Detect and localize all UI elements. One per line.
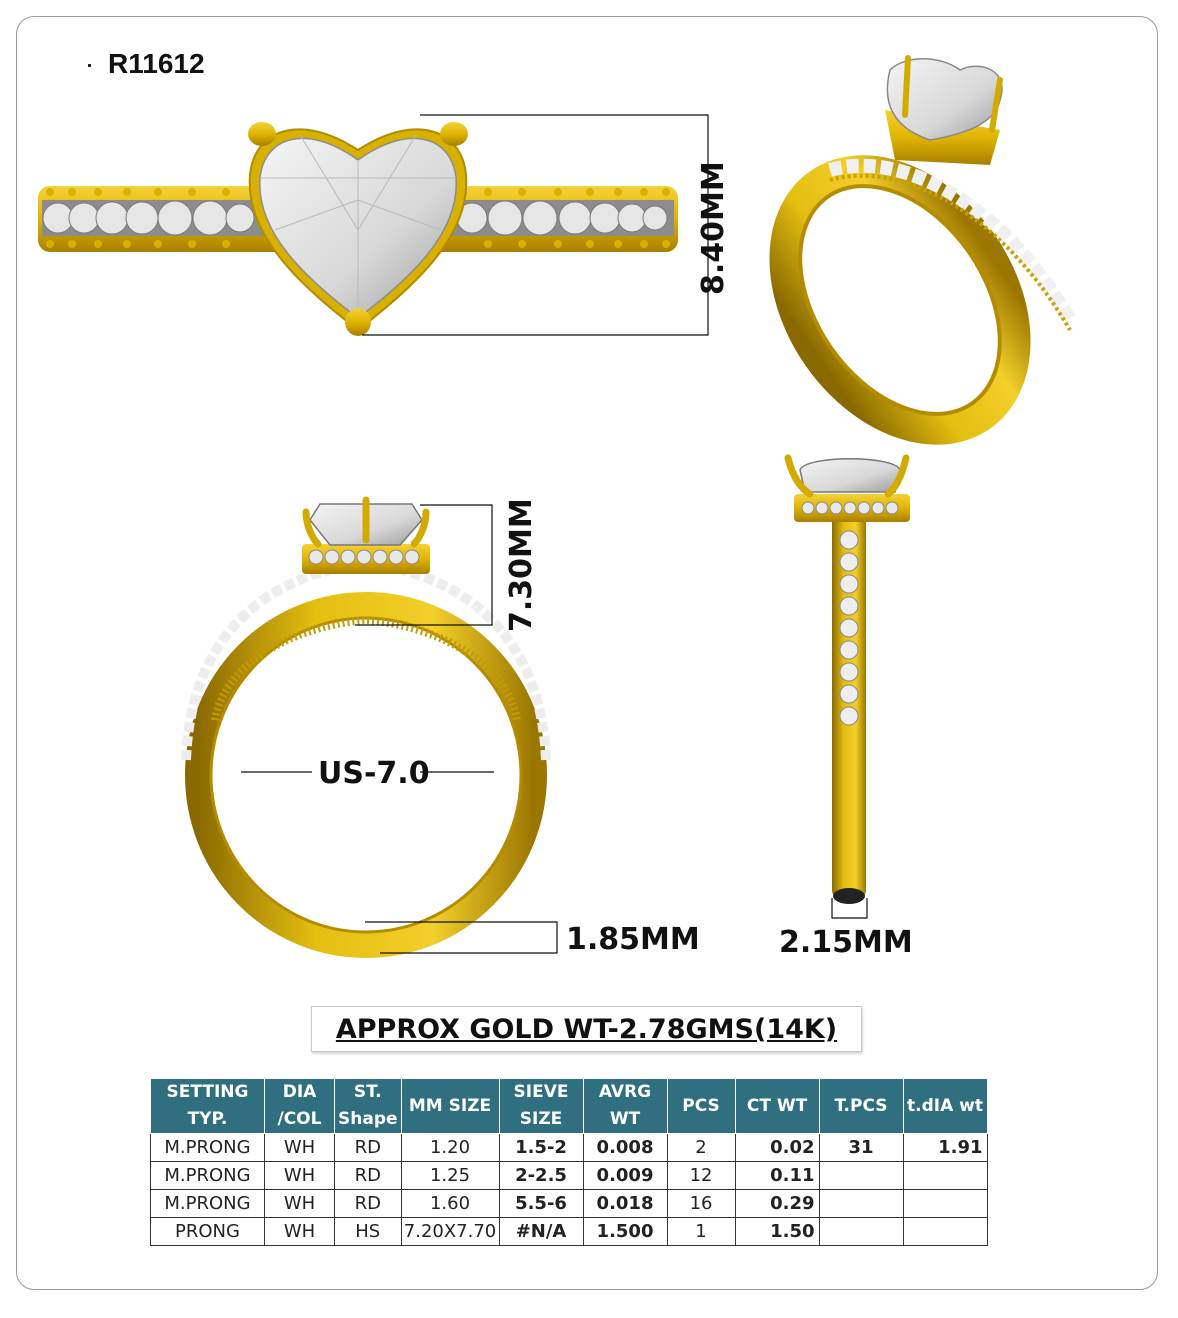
cell: RD <box>335 1162 402 1190</box>
cell: RD <box>335 1190 402 1218</box>
col-setting-type: SETTING TYP. <box>151 1079 265 1134</box>
cell: 2-2.5 <box>499 1162 583 1190</box>
cell: 1.20 <box>401 1134 499 1162</box>
cell: 5.5-6 <box>499 1190 583 1218</box>
ring-size-label: US-7.0 <box>318 756 430 791</box>
cell: 31 <box>819 1134 903 1162</box>
cell: 0.29 <box>735 1190 819 1218</box>
col-avrg-wt: AVRG WT <box>583 1079 667 1134</box>
cell: 1.5-2 <box>499 1134 583 1162</box>
cell: M.PRONG <box>151 1190 265 1218</box>
col-stone-shape: ST. Shape <box>335 1079 402 1134</box>
cell: 1 <box>667 1218 735 1246</box>
cell <box>819 1190 903 1218</box>
dim-shank-width-label: 2.15MM <box>779 925 913 960</box>
col-total-dia-wt: t.dIA wt <box>903 1079 987 1134</box>
table-header-row <box>151 1079 988 1134</box>
cell: 16 <box>667 1190 735 1218</box>
cell: 12 <box>667 1162 735 1190</box>
cell: 0.02 <box>735 1134 819 1162</box>
cell: 7.20X7.70 <box>401 1218 499 1246</box>
cell <box>819 1162 903 1190</box>
cell: 2 <box>667 1134 735 1162</box>
col-ct-wt: CT WT <box>735 1079 819 1134</box>
table-row <box>151 1218 988 1246</box>
cell: 1.50 <box>735 1218 819 1246</box>
gold-weight: APPROX GOLD WT-2.78GMS(14K) <box>311 1006 862 1052</box>
col-mm-size: MM SIZE <box>401 1079 499 1134</box>
cell: WH <box>265 1162 335 1190</box>
design-code: R11612 <box>108 48 205 79</box>
table-row <box>151 1134 988 1162</box>
col-pcs: PCS <box>667 1079 735 1134</box>
perspective-view <box>737 58 1070 474</box>
cell <box>903 1190 987 1218</box>
cell: M.PRONG <box>151 1134 265 1162</box>
cell <box>903 1162 987 1190</box>
cell: WH <box>265 1190 335 1218</box>
cell: 0.008 <box>583 1134 667 1162</box>
cell: 1.25 <box>401 1162 499 1190</box>
col-dia-col: DIA /COL <box>265 1079 335 1134</box>
stone-spec-table <box>150 1078 988 1246</box>
dim-head-height-label: 7.30MM <box>504 498 539 632</box>
dim-height-label: 8.40MM <box>696 161 731 295</box>
cell: #N/A <box>499 1218 583 1246</box>
table-row <box>151 1190 988 1218</box>
cell <box>819 1218 903 1246</box>
cell: 1.60 <box>401 1190 499 1218</box>
col-sieve-size: SIEVE SIZE <box>499 1079 583 1134</box>
dim-shank-thickness-label: 1.85MM <box>566 922 700 957</box>
side-view <box>788 458 910 918</box>
cell: RD <box>335 1134 402 1162</box>
top-view <box>38 115 708 336</box>
cell: M.PRONG <box>151 1162 265 1190</box>
cell: 1.500 <box>583 1218 667 1246</box>
cell: HS <box>335 1218 402 1246</box>
front-view <box>186 500 557 953</box>
col-total-pcs: T.PCS <box>819 1079 903 1134</box>
cell: 1.91 <box>903 1134 987 1162</box>
cell: 0.11 <box>735 1162 819 1190</box>
cell: PRONG <box>151 1218 265 1246</box>
cell: WH <box>265 1134 335 1162</box>
cell: WH <box>265 1218 335 1246</box>
cell: 0.009 <box>583 1162 667 1190</box>
table-row <box>151 1162 988 1190</box>
cell <box>903 1218 987 1246</box>
cell: 0.018 <box>583 1190 667 1218</box>
